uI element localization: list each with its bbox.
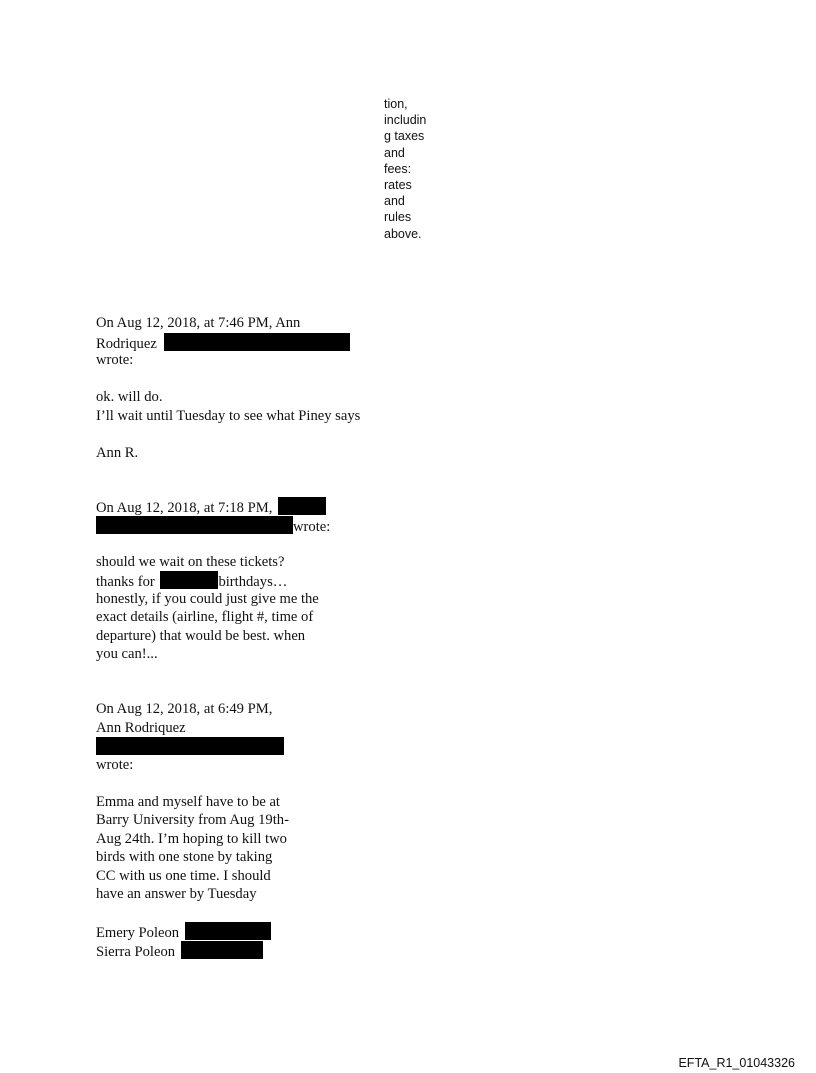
email-body-line: exact details (airline, flight #, time of xyxy=(96,609,314,625)
email-body-line xyxy=(96,571,330,590)
email-body-line: Barry University from Aug 19th- xyxy=(96,812,289,828)
email-header-line: On Aug 12, 2018, at 6:49 PM, xyxy=(96,701,273,717)
body-text: birthdays… xyxy=(218,574,288,590)
fragment-line: includin xyxy=(384,113,427,128)
contact-name: Emery Poleon xyxy=(96,925,180,941)
body-text: thanks for xyxy=(96,574,155,590)
document-id: EFTA_R1_01043326 xyxy=(678,1056,795,1070)
email-header-line xyxy=(96,516,330,535)
email-header-line xyxy=(96,497,330,516)
email-body-line: you can!... xyxy=(96,646,158,662)
sender-name: Rodriquez xyxy=(96,335,157,352)
email-header-line: On Aug 12, 2018, at 7:46 PM, Ann xyxy=(96,315,301,331)
email-header-line: wrote: xyxy=(96,352,134,368)
contact-line xyxy=(96,941,289,960)
email-body-line: I’ll wait until Tuesday to see what Piney says xyxy=(96,407,361,424)
fragment-line: above. xyxy=(384,226,422,241)
email-body-line: Emma and myself have to be at xyxy=(96,793,280,810)
fragment-line: g taxes xyxy=(384,129,425,144)
email-header-line xyxy=(96,333,360,352)
email-header-line: Ann Rodriquez xyxy=(96,719,186,736)
email-body-line: should we wait on these tickets? xyxy=(96,553,285,570)
email-message-3 xyxy=(96,700,289,959)
redaction-box xyxy=(164,333,350,351)
email-message-1 xyxy=(96,314,360,462)
redaction-box xyxy=(181,941,263,959)
redaction-box xyxy=(96,737,284,755)
email-message-2 xyxy=(96,497,330,664)
email-header-line: wrote: xyxy=(96,756,134,773)
email-body-line: birds with one stone by taking xyxy=(96,849,273,865)
redaction-box xyxy=(185,922,271,940)
redaction-box xyxy=(96,516,293,534)
redaction-box xyxy=(160,571,218,589)
fragment-line: tion, xyxy=(384,97,408,111)
fragment-line: and xyxy=(384,145,405,160)
fragment-line: rates xyxy=(384,178,412,193)
email-signature: Ann R. xyxy=(96,444,139,461)
email-header-line xyxy=(96,737,289,756)
email-body-line: departure) that would be best. when xyxy=(96,627,306,644)
email-body-line: Aug 24th. I’m hoping to kill two xyxy=(96,830,287,847)
header-text: On Aug 12, 2018, at 7:18 PM, xyxy=(96,500,273,516)
header-text: wrote: xyxy=(293,518,331,535)
email-body-line: ok. will do. xyxy=(96,389,163,405)
fragment-line: and xyxy=(384,194,405,209)
contact-line xyxy=(96,922,289,941)
fragment-line: rules xyxy=(384,210,412,225)
email-body-line: have an answer by Tuesday xyxy=(96,886,257,902)
email-body-line: honestly, if you could just give me the xyxy=(96,590,319,607)
fragment-line: fees: xyxy=(384,161,412,176)
wrapped-text-fragment xyxy=(384,96,444,242)
contact-name: Sierra Poleon xyxy=(96,943,176,960)
redaction-box xyxy=(278,497,326,515)
email-body-line: CC with us one time. I should xyxy=(96,867,271,884)
